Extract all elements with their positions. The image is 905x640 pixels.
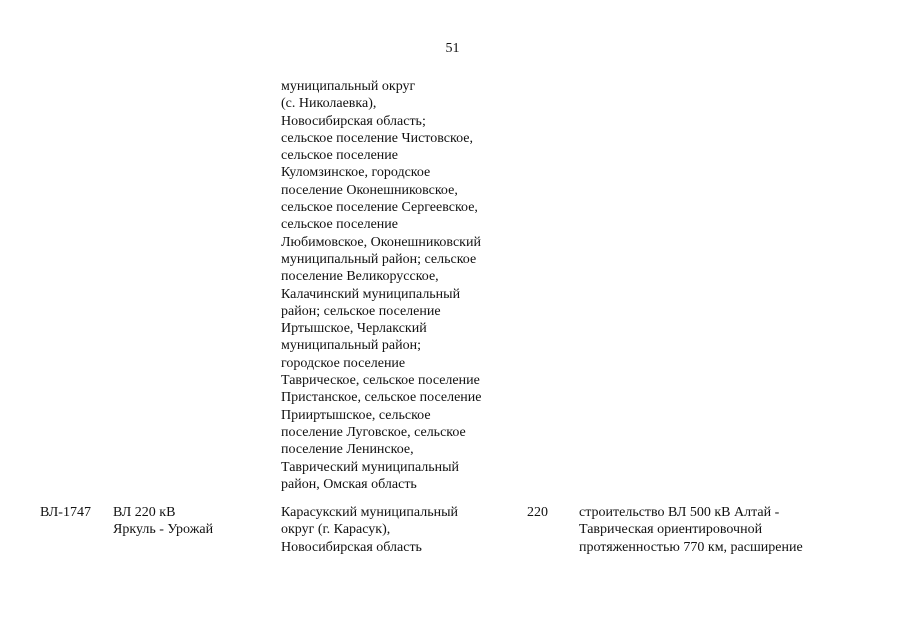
text-line: поселение Великорусское, xyxy=(281,269,439,285)
text-line: поселение Оконешниковское, xyxy=(281,182,458,198)
text-line: Яркуль - Урожай xyxy=(113,522,214,538)
line-name-cell xyxy=(113,504,213,539)
text-line: Таврическая ориентировочной xyxy=(579,522,763,538)
text-line: сельское поселение Чистовское, xyxy=(281,130,473,146)
voltage-value: 220 xyxy=(527,505,548,520)
text-line: Новосибирская область; xyxy=(281,113,426,129)
text-line: городское поселение xyxy=(281,355,406,371)
text-line: муниципальный округ xyxy=(281,79,416,94)
voltage-cell xyxy=(527,504,548,521)
text-line: Куломзинское, городское xyxy=(281,165,431,181)
text-line: поселение Ленинское, xyxy=(281,442,414,458)
text-line: ВЛ 220 кВ xyxy=(113,505,176,520)
page-number: 51 xyxy=(445,41,460,56)
text-line: Пристанское, сельское поселение xyxy=(281,390,482,406)
text-line: Любимовское, Оконешниковский xyxy=(281,234,481,250)
text-line: сельское поселение xyxy=(281,217,398,233)
text-line: Иртышское, Черлакский xyxy=(281,321,427,337)
line-code-cell xyxy=(40,504,91,521)
text-line: Новосибирская область xyxy=(281,539,422,555)
text-line: Калачинский муниципальный xyxy=(281,286,461,302)
text-line: (с. Николаевка), xyxy=(281,96,377,112)
text-line: поселение Луговское, сельское xyxy=(281,424,466,440)
text-line: муниципальный район; сельское xyxy=(281,251,477,267)
text-line: Таврическое, сельское поселение xyxy=(281,373,480,389)
text-line: Таврический муниципальный xyxy=(281,459,460,475)
text-line: протяженностью 770 км, расширение xyxy=(579,539,803,555)
text-line: район; сельское поселение xyxy=(281,303,441,319)
text-line: сельское поселение xyxy=(281,148,398,164)
continued-location-cell xyxy=(281,78,521,493)
note-cell xyxy=(579,504,803,556)
text-line: округ (г. Карасук), xyxy=(281,522,391,538)
text-line: сельское поселение Сергеевское, xyxy=(281,200,478,216)
text-line: муниципальный район; xyxy=(281,338,422,354)
line-code: ВЛ-1747 xyxy=(40,505,91,520)
text-line: Прииртышское, сельское xyxy=(281,407,431,423)
text-line: строительство ВЛ 500 кВ Алтай - xyxy=(579,505,780,520)
text-line: район, Омская область xyxy=(281,476,417,492)
text-line: Карасукский муниципальный xyxy=(281,505,458,520)
location-cell xyxy=(281,504,458,556)
